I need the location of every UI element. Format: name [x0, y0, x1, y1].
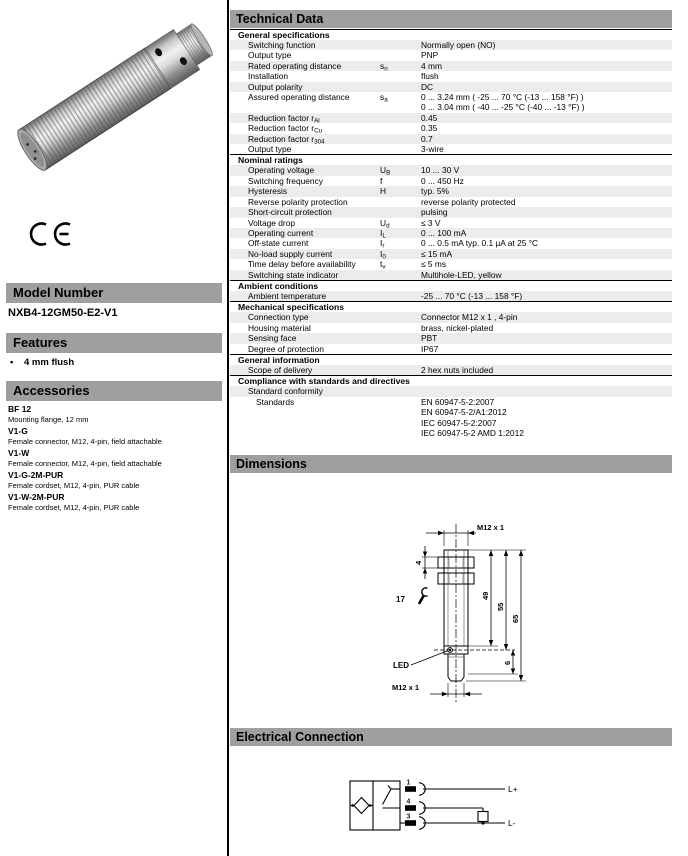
spec-label	[230, 248, 383, 259]
symbol-subscript: r	[382, 242, 385, 250]
spec-symbol	[380, 238, 421, 248]
spec-label-text: Reduction factor r	[248, 123, 315, 134]
spec-row	[230, 82, 672, 92]
spec-row	[230, 344, 672, 354]
spec-value-line: 10 ... 30 V	[421, 165, 460, 176]
symbol-text: s	[380, 60, 385, 71]
spec-row	[230, 176, 672, 186]
pin-3-label: 3	[406, 813, 411, 821]
spec-row	[230, 323, 672, 333]
section-title: Nominal ratings	[230, 154, 672, 165]
accessory-desc: Female cordset, M12, 4-pin, PUR cable	[8, 481, 140, 490]
spec-label	[230, 270, 380, 280]
accessory-item	[8, 470, 220, 491]
spec-value-line: 0.35	[421, 123, 438, 134]
spec-label-text: Output type	[248, 144, 292, 155]
spec-label-text: No-load supply current	[248, 248, 333, 259]
spec-label-text: Degree of protection	[248, 343, 324, 354]
spec-label	[230, 386, 380, 396]
section-title: Mechanical specifications	[230, 301, 672, 312]
spec-label	[230, 365, 380, 375]
spec-label-text: Reverse polarity protection	[248, 196, 348, 207]
dim-label-55: 55	[496, 602, 505, 611]
spec-value-line: Normally open (NO)	[421, 40, 496, 50]
spec-value-line: 3-wire	[421, 144, 444, 155]
spec-symbol	[380, 259, 421, 269]
spec-label-text: Switching function	[248, 40, 316, 50]
pin-4-label: 4	[406, 798, 411, 806]
led-label: LED	[393, 661, 409, 670]
dim-label-thread-top: M12 x 1	[477, 523, 505, 532]
spec-value-line: DC	[421, 81, 434, 92]
spec-value	[421, 40, 672, 50]
spec-row	[230, 144, 672, 154]
spec-row	[230, 218, 672, 228]
spec-label-text: Switching frequency	[248, 175, 323, 186]
spec-value	[421, 312, 672, 322]
spec-row	[230, 238, 672, 248]
spec-label-text: Connection type	[248, 312, 309, 323]
spec-value-line: ≤ 5 ms	[421, 259, 447, 270]
accessory-desc: Female connector, M12, 4-pin, field attachable	[8, 437, 162, 446]
spec-value-line: PBT	[421, 333, 438, 344]
l-plus-label: L+	[508, 784, 518, 794]
spec-symbol	[380, 92, 421, 113]
model-number-header: Model Number	[6, 283, 222, 303]
spec-value	[421, 207, 672, 217]
accessory-name: V1-W	[8, 448, 30, 458]
spec-label-text: Sensing face	[248, 333, 297, 344]
spec-row	[230, 165, 672, 175]
spec-value-line: -25 ... 70 °C (-13 ... 158 °F)	[421, 290, 523, 301]
spec-label-text: Switching state indicator	[248, 269, 339, 280]
spec-symbol	[380, 333, 421, 343]
spec-symbol	[380, 82, 421, 92]
spec-value-line: 0.7	[421, 133, 433, 144]
spec-symbol	[380, 291, 421, 301]
spec-value	[421, 144, 672, 154]
spec-symbol	[380, 228, 421, 238]
spec-row	[230, 333, 672, 343]
spec-row	[230, 61, 672, 71]
spec-label	[230, 323, 380, 333]
spec-label-subscript: 304	[314, 138, 325, 146]
symbol-text: t	[380, 259, 383, 270]
wrench-icon	[420, 588, 435, 604]
pin-1-label: 1	[406, 779, 411, 787]
spec-symbol	[380, 312, 421, 322]
spec-label-text: Output type	[248, 50, 292, 61]
spec-label-subscript: Al	[314, 117, 320, 125]
spec-symbol	[380, 134, 421, 144]
spec-label	[230, 165, 380, 175]
spec-label	[230, 92, 380, 113]
spec-value	[421, 50, 672, 60]
accessory-name: V1-W-2M-PUR	[8, 492, 65, 502]
spec-symbol	[380, 386, 421, 396]
spec-label	[230, 82, 380, 92]
spec-value-line: 2 hex nuts included	[421, 364, 494, 375]
dimensions-header: Dimensions	[230, 455, 672, 473]
spec-row	[230, 197, 672, 207]
spec-symbol	[380, 249, 421, 259]
spec-label	[230, 344, 380, 354]
spec-label-text: Reduction factor r	[248, 112, 315, 123]
section-rows	[230, 312, 672, 354]
spec-row	[230, 40, 672, 50]
accessory-desc: Female connector, M12, 4-pin, field attachable	[8, 459, 162, 468]
symbol-text: U	[380, 217, 387, 228]
symbol-text: U	[380, 165, 387, 176]
bullet: •	[10, 357, 14, 368]
spec-row	[230, 386, 672, 396]
spec-value	[421, 397, 672, 439]
spec-row	[230, 71, 672, 81]
spec-label-subscript: Cu	[314, 127, 323, 135]
spec-value-line: 0.45	[421, 112, 438, 123]
spec-row	[230, 249, 672, 259]
spec-label	[230, 397, 380, 439]
spec-label	[230, 144, 380, 154]
spec-value	[421, 71, 672, 81]
spec-value	[421, 270, 672, 280]
spec-value-line: brass, nickel-plated	[421, 322, 494, 333]
symbol-text: s	[380, 92, 385, 103]
section-title: Ambient conditions	[230, 280, 672, 291]
spec-row	[230, 259, 672, 269]
spec-value-line: PNP	[421, 50, 439, 61]
spec-label-text: Operating voltage	[248, 165, 315, 176]
spec-row	[230, 312, 672, 322]
technical-table	[230, 29, 672, 438]
electrical-connection-header: Electrical Connection	[230, 728, 672, 746]
spec-symbol	[380, 344, 421, 354]
accessory-desc: Female cordset, M12, 4-pin, PUR cable	[8, 503, 140, 512]
symbol-subscript: B	[386, 169, 391, 177]
spec-value-line: IEC 60947-5-2 AMD 1:2012	[421, 428, 524, 438]
dim-label-wrench-size: 17	[396, 595, 405, 604]
spec-symbol	[380, 186, 421, 196]
spec-label-text: Time delay before availability	[248, 259, 356, 270]
spec-symbol	[380, 61, 421, 71]
features-header: Features	[6, 333, 222, 353]
section-rows	[230, 40, 672, 154]
spec-label	[230, 186, 380, 196]
spec-value-line: IP67	[421, 343, 439, 354]
spec-row	[230, 186, 672, 196]
spec-label-text: Output polarity	[248, 81, 303, 92]
spec-value-line: IEC 60947-5-2:2007	[421, 417, 497, 428]
section-rows	[230, 165, 672, 279]
spec-label-text: Hysteresis	[248, 186, 288, 197]
feature-item	[10, 357, 74, 368]
spec-label	[230, 197, 380, 207]
symbol-subscript: L	[382, 232, 386, 240]
spec-value	[421, 238, 672, 248]
spec-label	[230, 218, 380, 228]
dim-label-6: 6	[503, 660, 512, 665]
accessories-list	[8, 404, 220, 514]
accessory-item	[8, 492, 220, 513]
section-rows	[230, 291, 672, 301]
spec-value	[421, 386, 672, 396]
spec-label-text: Reduction factor r	[248, 133, 315, 144]
spec-label-text: Housing material	[248, 322, 311, 333]
spec-label	[230, 113, 380, 123]
spec-value-line: 0 ... 3.04 mm ( -40 ... -25 °C (-40 ... -13 °F) )	[421, 102, 585, 113]
spec-value	[421, 176, 672, 186]
spec-value	[421, 197, 672, 207]
spec-symbol	[380, 323, 421, 333]
spec-value-line: 0 ... 100 mA	[421, 227, 467, 238]
spec-label	[230, 40, 380, 50]
spec-symbol	[380, 50, 421, 60]
symbol-text: H	[380, 186, 387, 197]
spec-value-line: 0 ... 0.5 mA typ. 0.1 µA at 25 °C	[421, 238, 539, 249]
column-divider	[227, 0, 229, 856]
model-number-value: NXB4-12GM50-E2-V1	[8, 307, 118, 319]
spec-value	[421, 61, 672, 71]
spec-value	[421, 134, 672, 144]
spec-label-text: Installation	[248, 71, 289, 82]
section-title: Compliance with standards and directives	[230, 375, 672, 386]
accessory-item	[8, 426, 220, 447]
spec-value-line: Connector M12 x 1 , 4-pin	[421, 312, 518, 323]
spec-symbol	[380, 207, 421, 217]
spec-label	[230, 333, 380, 343]
symbol-text: I	[380, 227, 383, 238]
spec-symbol	[380, 397, 421, 439]
accessory-name: BF 12	[8, 404, 32, 414]
spec-row	[230, 92, 672, 113]
spec-symbol	[380, 270, 421, 280]
spec-value	[421, 92, 672, 113]
dim-label-nut-height: 4	[414, 560, 423, 565]
spec-symbol	[380, 365, 421, 375]
accessory-item	[8, 448, 220, 469]
spec-value	[421, 123, 672, 133]
spec-label	[230, 259, 383, 270]
spec-label	[230, 134, 380, 144]
spec-label-text: Voltage drop	[248, 217, 296, 228]
wiring-diagram	[345, 776, 575, 856]
dim-label-49: 49	[481, 591, 490, 600]
spec-label-text: Short-circuit protection	[248, 207, 332, 218]
symbol-text: f	[380, 175, 383, 186]
spec-symbol	[380, 165, 421, 175]
spec-value	[421, 249, 672, 259]
spec-row	[230, 134, 672, 144]
spec-row	[230, 228, 672, 238]
spec-label-text: Operating current	[248, 227, 314, 238]
spec-value-line: EN 60947-5-2:2007	[421, 396, 495, 407]
spec-value-line: flush	[421, 71, 439, 82]
spec-symbol	[380, 40, 421, 50]
spec-value	[421, 291, 672, 301]
dim-label-65: 65	[511, 614, 520, 623]
spec-value	[421, 228, 672, 238]
symbol-subscript: a	[384, 96, 388, 104]
feature-text: 4 mm flush	[24, 357, 75, 368]
spec-value	[421, 218, 672, 228]
spec-value	[421, 113, 672, 123]
spec-row	[230, 113, 672, 123]
spec-value-line: 0 ... 3.24 mm ( -25 ... 70 °C (-13 ... 158 °F) )	[421, 92, 584, 103]
spec-symbol	[380, 176, 421, 186]
section-rows	[230, 386, 672, 438]
spec-row	[230, 50, 672, 60]
accessory-name: V1-G	[8, 426, 28, 436]
spec-value	[421, 323, 672, 333]
spec-label	[230, 312, 380, 322]
spec-symbol	[380, 197, 421, 207]
spec-value	[421, 165, 672, 175]
symbol-subscript: 0	[382, 253, 386, 261]
spec-label-text: Standards	[256, 396, 295, 407]
spec-row	[230, 365, 672, 375]
spec-value-line: EN 60947-5-2/A1:2012	[421, 407, 507, 418]
accessories-header: Accessories	[6, 381, 222, 401]
spec-value-line: Multihole-LED, yellow	[421, 269, 502, 280]
spec-value-line: ≤ 3 V	[421, 217, 441, 228]
spec-value-line: 0 ... 450 Hz	[421, 175, 464, 186]
spec-row	[230, 123, 672, 133]
spec-row	[230, 207, 672, 217]
spec-label	[230, 71, 380, 81]
spec-symbol	[380, 71, 421, 81]
spec-symbol	[380, 218, 421, 228]
spec-value	[421, 344, 672, 354]
spec-label	[230, 291, 380, 301]
accessory-name: V1-G-2M-PUR	[8, 470, 64, 480]
spec-label-text: Assured operating distance	[248, 92, 350, 103]
spec-value-line: pulsing	[421, 207, 448, 218]
dim-label-thread-bottom: M12 x 1	[392, 683, 420, 692]
spec-symbol	[380, 144, 421, 154]
technical-data-header: Technical Data	[230, 10, 672, 28]
spec-value	[421, 259, 672, 269]
spec-label-text: Rated operating distance	[248, 60, 342, 71]
ce-mark-icon	[27, 221, 77, 249]
accessory-desc: Mounting flange, 12 mm	[8, 415, 89, 424]
spec-value	[421, 186, 672, 196]
dimension-drawing	[378, 516, 623, 711]
symbol-text: I	[380, 248, 383, 259]
spec-label	[230, 61, 380, 71]
symbol-subscript: n	[384, 65, 388, 73]
spec-label	[230, 227, 383, 238]
spec-label-text: Off-state current	[248, 238, 309, 249]
spec-label	[230, 238, 383, 249]
spec-value-line: typ. 5%	[421, 186, 449, 197]
symbol-subscript: v	[382, 263, 386, 271]
spec-value-line: reverse polarity protected	[421, 196, 516, 207]
section-rows	[230, 365, 672, 375]
spec-value	[421, 333, 672, 343]
spec-value	[421, 82, 672, 92]
product-photo	[5, 6, 220, 186]
spec-label	[230, 207, 380, 217]
symbol-subscript: d	[386, 222, 390, 229]
spec-value-line: 4 mm	[421, 60, 442, 71]
spec-symbol	[380, 113, 421, 123]
accessory-item	[8, 404, 220, 425]
section-title: General information	[230, 354, 672, 365]
spec-row	[230, 291, 672, 301]
spec-value-line: ≤ 15 mA	[421, 248, 453, 259]
spec-label	[230, 123, 380, 133]
spec-label-text: Ambient temperature	[248, 290, 327, 301]
spec-label	[230, 50, 380, 60]
right-column	[230, 0, 672, 856]
spec-row	[230, 397, 672, 439]
spec-symbol	[380, 123, 421, 133]
spec-row	[230, 270, 672, 280]
spec-label	[230, 175, 383, 186]
spec-label-text: Scope of delivery	[248, 364, 313, 375]
l-minus-label: L-	[508, 818, 516, 828]
symbol-text: I	[380, 238, 383, 249]
left-column	[0, 0, 226, 856]
spec-label-text: Standard conformity	[248, 386, 323, 397]
section-title: General specifications	[230, 29, 672, 40]
spec-value	[421, 365, 672, 375]
